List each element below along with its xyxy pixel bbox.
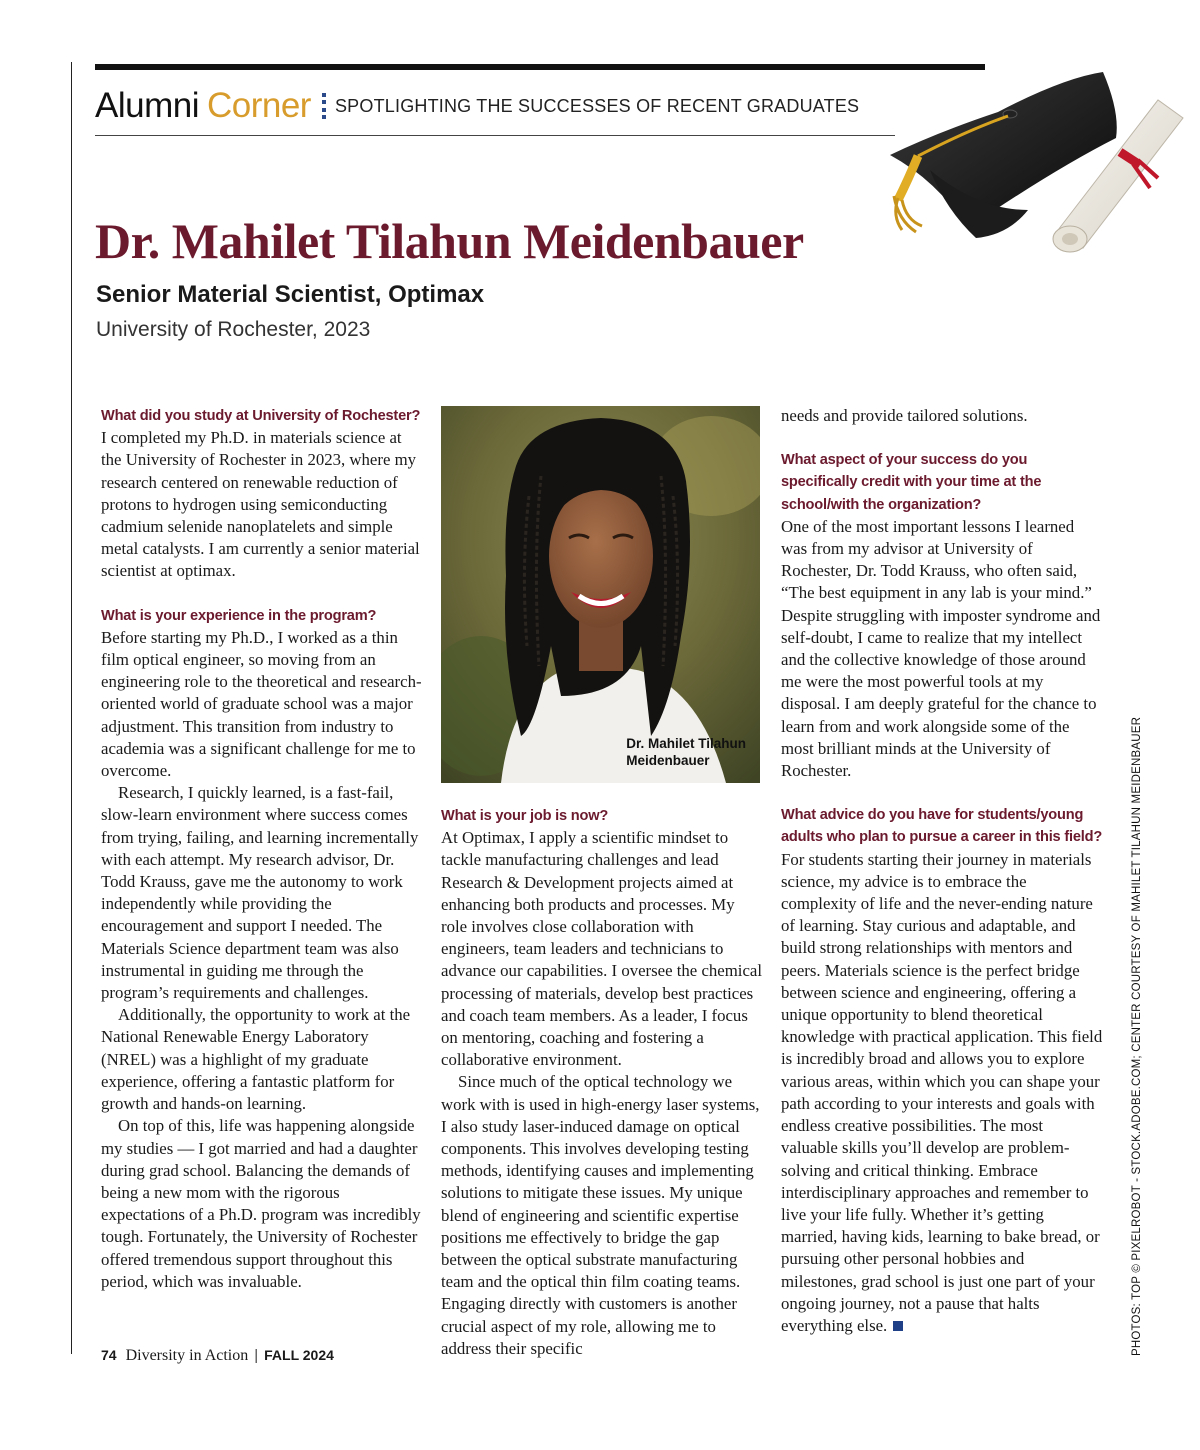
continued-paragraph: needs and provide tailored solutions. xyxy=(781,406,1028,425)
answer-paragraph xyxy=(781,849,1103,1337)
question-heading: What aspect of your success do you specifically credit with your time at the school/with the organization? xyxy=(781,452,1042,513)
portrait-illustration xyxy=(441,406,760,783)
article-column-2 xyxy=(441,805,763,1360)
section-tagline: SPOTLIGHTING THE SUCCESSES OF RECENT GRADUATES xyxy=(334,95,860,116)
publication-name: Diversity in Action xyxy=(125,1347,249,1364)
question-heading: What advice do you have for students/young adults who plan to pursue a career in this field? xyxy=(781,807,1103,846)
photo-credit: PHOTOS: TOP © PIXELROBOT - STOCK.ADOBE.COM; CENTER COURTESY OF MAHILET TILAHUN MEIDENBAUER xyxy=(1131,716,1143,1356)
answer-text: For students starting their journey in materials science, my advice is to embrace the complexity of life and the never-ending nature of learning. Stay curious and adaptable, and build strong relationships with mentors and peers. Materials science is the perfect bridge between science and engineering, offering a unique opportunity to blend theoretical knowledge with practical application. This field is incredibly broad and allows you to explore various areas, within which you can shape your path according to your interests and goals with endless creative possibilities. The most valuable skills you’ll develop are problem-solving and critical thinking. Embrace interdisciplinary approaches and remember to live your life fully. Whether it’s getting married, having kids, learning to bake bread, or pursuing other personal hobbies and milestones, grad school is just one part of your ongoing journey, not a pause that halts everything else. xyxy=(781,849,1103,1335)
answer-paragraph: Research, I quickly learned, is a fast-fail, slow-learn environment where success comes from trying, failing, and learning incrementally with each attempt. My research advisor, Dr. Todd Krauss, gave me the autonomy to work independently while providing the encouragement and support I needed. The Materials Science department team was also instrumental in guiding me through the program’s requirements and challenges. xyxy=(101,783,419,1003)
page-footer xyxy=(101,1347,334,1365)
profile-role: Senior Material Scientist, Optimax xyxy=(96,281,485,308)
page-number: 74 xyxy=(101,1347,117,1363)
portrait-photo xyxy=(441,406,760,783)
question-heading: What is your job is now? xyxy=(441,808,609,824)
top-heavy-rule xyxy=(95,64,985,70)
question-heading: What did you study at University of Rochester? xyxy=(101,408,421,424)
profile-school: University of Rochester, 2023 xyxy=(96,318,371,341)
brand-corner: Corner xyxy=(206,86,311,125)
answer-paragraph: Additionally, the opportunity to work at the National Renewable Energy Laboratory (NREL) was a highlight of my graduate experience, offering a fantastic platform for growth and hands-on learning. xyxy=(101,1005,411,1114)
caption-line: Meidenbauer xyxy=(626,753,710,768)
caption-line: Dr. Mahilet Tilahun xyxy=(626,736,746,751)
answer-paragraph: I completed my Ph.D. in materials science at the University of Rochester in 2023, where my research centered on renewable reduction of protons to hydrogen using semiconducting cadmium selenide nanoplatelets and simple metal catalysts. I am currently a senior material scientist at optimax. xyxy=(101,428,420,581)
left-margin-rule xyxy=(71,62,72,1354)
answer-paragraph: Since much of the optical technology we work with is used in high-energy laser systems, I also study laser-induced damage on optical components. This involves developing testing methods, identifying causes and implementing solutions to mitigate these issues. My unique blend of engineering and scientific expertise positions me effectively to bridge the gap between the optical substrate manufacturing team and the optical thin film coating teams. Engaging directly with customers is another crucial aspect of my role, allowing me to address their specific xyxy=(441,1072,760,1358)
separator-dots-icon xyxy=(322,93,326,119)
graduation-cap-diploma-icon xyxy=(858,60,1198,260)
end-mark-square-icon xyxy=(893,1321,903,1331)
photo-caption xyxy=(626,735,746,769)
issue-label: FALL 2024 xyxy=(264,1347,334,1363)
footer-separator: | xyxy=(254,1347,259,1364)
answer-paragraph: One of the most important lessons I learned was from my advisor at University of Rochester, Dr. Todd Krauss, who often said, “The best equipment in any lab is your mind.” Despite struggling with imposter syndrome and self-doubt, I came to realize that my intellect and the collective knowledge of those around me were the most powerful tools at my disposal. I am deeply grateful for the chance to learn from and work alongside some of the most brilliant minds at the University of Rochester. xyxy=(781,516,1101,781)
section-header xyxy=(95,84,859,128)
brand-alumni: Alumni xyxy=(95,86,199,125)
question-heading: What is your experience in the program? xyxy=(101,607,377,624)
article-column-1 xyxy=(101,405,423,1293)
article-column-3 xyxy=(781,405,1103,1337)
profile-name: Dr. Mahilet Tilahun Meidenbauer xyxy=(95,213,804,269)
answer-paragraph: At Optimax, I apply a scientific mindset to tackle manufacturing challenges and lead Research & Development projects aimed at enhancing both products and processes. My role involves close collaboration with engineers, team leaders and technicians to advance our capabilities. I oversee the chemical processing of materials, develop best practices and coach team members. As a leader, I focus on mentoring, coaching and fostering a collaborative environment. xyxy=(441,828,763,1070)
answer-paragraph: On top of this, life was happening alongside my studies — I got married and had a daughter during grad school. Balancing the demands of being a new mom with the rigorous expectations of a Ph.D. program was incredibly tough. Fortunately, the University of Rochester offered tremendous support throughout this period, which was invaluable. xyxy=(101,1116,421,1291)
header-underline xyxy=(95,135,895,136)
answer-paragraph: Before starting my Ph.D., I worked as a thin film optical engineer, so moving from an engineering role to the theoretical and research-oriented world of graduate school was a major adjustment. This transition from industry to academia was a significant challenge for me to overcome. xyxy=(101,627,422,781)
